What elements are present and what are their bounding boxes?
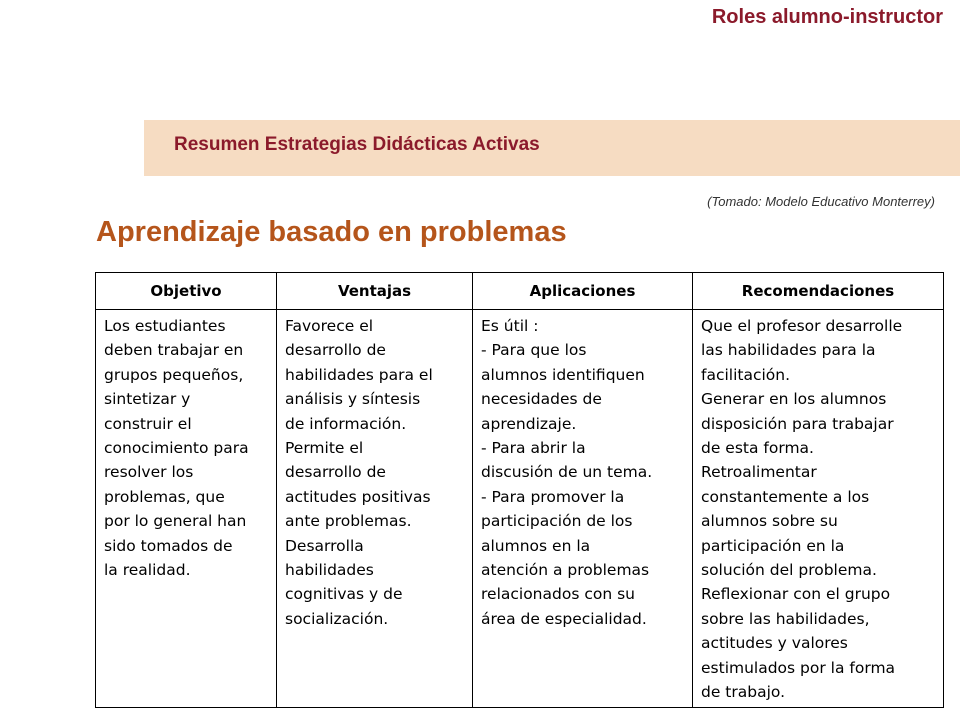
source-note: (Tomado: Modelo Educativo Monterrey) [707, 194, 935, 209]
cell-text-line: sintetizar y [104, 390, 191, 409]
cell-text-line: actitudes positivas [285, 487, 431, 506]
slide-title: Roles alumno-instructor [711, 6, 943, 28]
cell-text-line: disposición para trabajar [701, 414, 894, 433]
cell-text-line: de esta forma. [701, 439, 814, 458]
cell-text-line: participación en la [701, 536, 845, 555]
cell-text-line: Es útil : [481, 317, 539, 335]
cell-text-line: área de especialidad. [481, 609, 647, 628]
table-row [96, 310, 944, 708]
cell-text-line: construir el [104, 414, 192, 433]
cell-text-line: - Para abrir la [481, 439, 586, 458]
cell-text-line: habilidades para el [285, 365, 433, 384]
cell-text-line: aprendizaje. [481, 414, 577, 433]
cell-text-line: Los estudiantes [104, 317, 226, 335]
section-title: Aprendizaje basado en problemas [96, 216, 567, 248]
cell-text-line: estimulados por la forma [701, 658, 896, 677]
column-header-recomendaciones: Recomendaciones [693, 273, 944, 310]
cell-text-line: de trabajo. [701, 683, 786, 702]
cell-text-line: desarrollo de [285, 341, 386, 360]
banner [144, 120, 960, 176]
cell-text-line: Desarrolla [285, 536, 364, 555]
cell-aplicaciones [473, 310, 693, 708]
cell-text-line: ante problemas. [285, 512, 412, 531]
column-header-ventajas: Ventajas [277, 273, 473, 310]
column-header-objetivo: Objetivo [96, 273, 277, 310]
cell-text-line: relacionados con su [481, 585, 635, 604]
cell-text-line: desarrollo de [285, 463, 386, 482]
banner-title: Resumen Estrategias Didácticas Activas [174, 134, 540, 155]
cell-text-line: solución del problema. [701, 561, 877, 580]
cell-text-line: Reflexionar con el grupo [701, 585, 891, 604]
cell-text-line: - Para que los [481, 341, 587, 360]
cell-text-line: Permite el [285, 439, 364, 458]
cell-text-line: Que el profesor desarrolle [701, 317, 903, 335]
cell-text-line: análisis y síntesis [285, 390, 421, 409]
cell-text-line: participación de los [481, 512, 633, 531]
cell-text-line: atención a problemas [481, 561, 650, 580]
cell-text-line: la realidad. [104, 561, 191, 580]
cell-text-line: necesidades de [481, 390, 602, 409]
cell-text-line: alumnos identifiquen [481, 365, 645, 384]
cell-recomendaciones [693, 310, 944, 708]
strategy-table [95, 272, 944, 708]
table-header-row [96, 273, 944, 310]
cell-text-line: sobre las habilidades, [701, 609, 870, 628]
cell-text-line: alumnos sobre su [701, 512, 838, 531]
cell-text-line: resolver los [104, 463, 194, 482]
cell-text-line: alumnos en la [481, 536, 591, 555]
cell-text-line: socialización. [285, 609, 389, 628]
cell-text-line: discusión de un tema. [481, 463, 653, 482]
cell-text-line: deben trabajar en [104, 341, 244, 360]
cell-text-line: Favorece el [285, 317, 374, 335]
cell-text-line: conocimiento para [104, 439, 249, 458]
column-header-aplicaciones: Aplicaciones [473, 273, 693, 310]
cell-text-line: de información. [285, 414, 407, 433]
cell-text-line: las habilidades para la [701, 341, 876, 360]
cell-ventajas [277, 310, 473, 708]
cell-text-line: Retroalimentar [701, 463, 817, 482]
cell-text-line: constantemente a los [701, 487, 870, 506]
cell-text-line: facilitación. [701, 365, 791, 384]
cell-text-line: por lo general han [104, 512, 247, 531]
strategy-table-container [95, 272, 943, 708]
cell-text-line: habilidades [285, 561, 374, 580]
cell-text-line: grupos pequeños, [104, 365, 244, 384]
cell-text-line: problemas, que [104, 487, 225, 506]
cell-text-line: sido tomados de [104, 536, 233, 555]
cell-objetivo [96, 310, 277, 708]
cell-text-line: - Para promover la [481, 487, 625, 506]
cell-text-line: cognitivas y de [285, 585, 403, 604]
cell-text-line: Generar en los alumnos [701, 390, 887, 409]
cell-text-line: actitudes y valores [701, 634, 848, 653]
